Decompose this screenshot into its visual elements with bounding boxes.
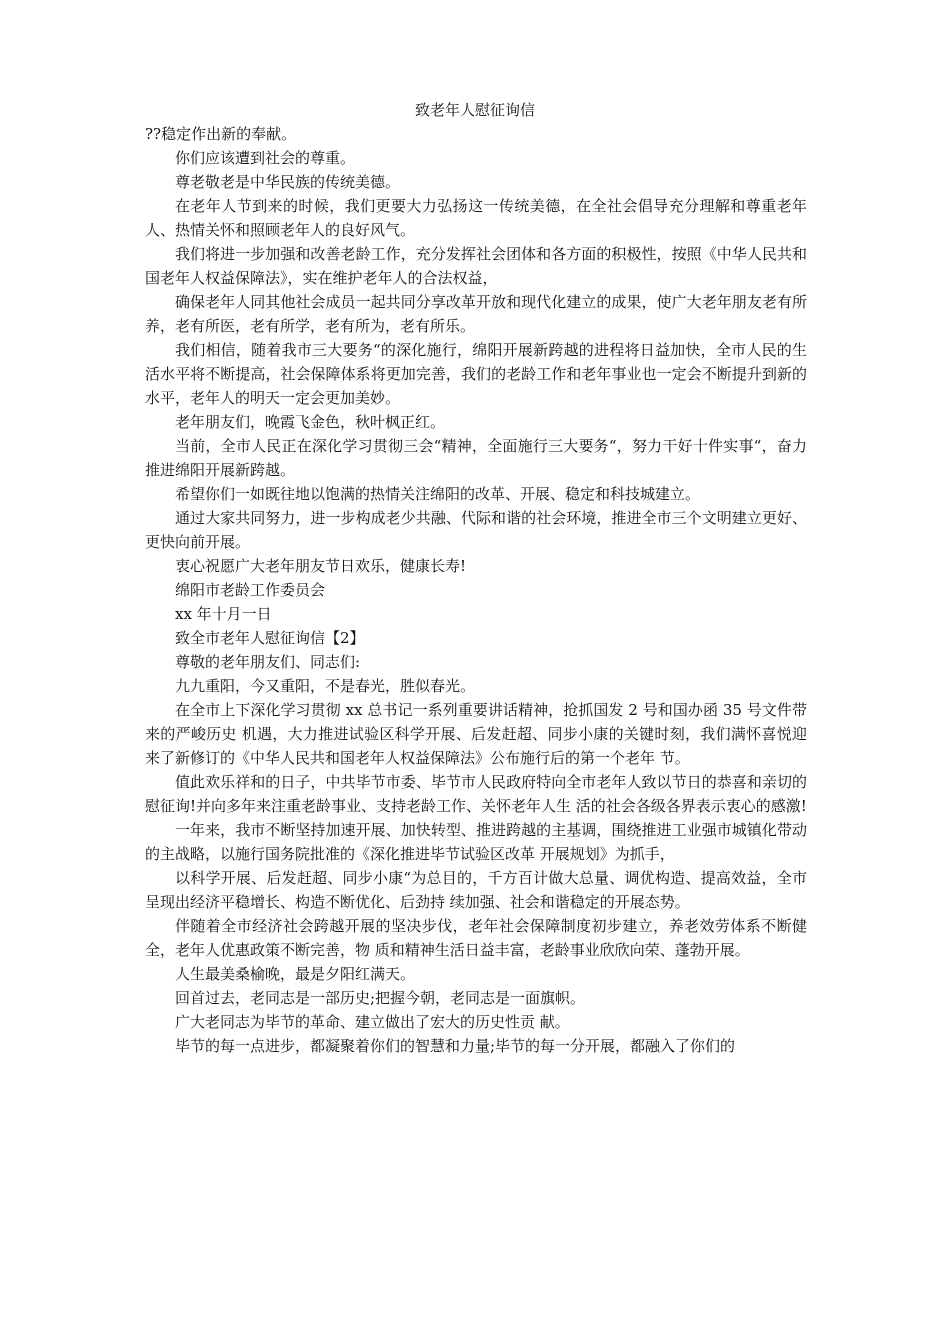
body-paragraph: 尊老敬老是中华民族的传统美德。 bbox=[175, 173, 401, 191]
body-paragraph: 回首过去，老同志是一部历史;把握今朝，老同志是一面旗帜。 bbox=[175, 989, 586, 1007]
body-paragraph: 尊敬的老年朋友们、同志们: bbox=[175, 653, 361, 671]
body-paragraph: 绵阳市老龄工作委员会 bbox=[175, 581, 326, 599]
body-paragraph: 我们相信，随着我市三大要务“的深化施行，绵阳开展新跨越的进程将日益加快，全市人民的生活水平将不断提高，社会保障体系将更加完善，我们的老龄工作和老年事业也一定会不断提升到新的水平，老年人的明天一定会更加美妙。 bbox=[145, 341, 807, 407]
body-paragraph: 在老年人节到来的时候，我们更要大力弘扬这一传统美德，在全社会倡导充分理解和尊重老年人、热情关怀和照顾老年人的良好风气。 bbox=[145, 197, 807, 239]
body-paragraph: 值此欢乐祥和的日子，中共毕节市委、毕节市人民政府特向全市老年人致以节日的恭喜和亲切的慰征询!并向多年来注重老龄事业、支持老龄工作、关怀老年人生 活的社会各级各界表示衷心的感激! bbox=[145, 773, 807, 815]
body-paragraph: 广大老同志为毕节的革命、建立做出了宏大的历史性贡 献。 bbox=[175, 1013, 570, 1031]
body-paragraph: 当前，全市人民正在深化学习贯彻三会“精神，全面施行三大要务“，努力干好十件实事“，奋力推进绵阳开展新跨越。 bbox=[145, 437, 807, 479]
body-paragraph: 九九重阳，今又重阳，不是春光，胜似春光。 bbox=[175, 677, 476, 695]
body-paragraph: 衷心祝愿广大老年朋友节日欢乐，健康长寿! bbox=[175, 557, 467, 575]
body-paragraph: 老年朋友们，晚霞飞金色，秋叶枫正红。 bbox=[175, 413, 446, 431]
body-paragraph: ??稳定作出新的奉献。 bbox=[145, 125, 297, 143]
body-paragraph: 以科学开展、后发赶超、同步小康“为总目的，千方百计做大总量、调优构造、提高效益，全市呈现出经济平稳增长、构造不断优化、后劲持 续加强、社会和谐稳定的开展态势。 bbox=[145, 869, 807, 911]
body-paragraph: 我们将进一步加强和改善老龄工作，充分发挥社会团体和各方面的积极性，按照《中华人民共和国老年人权益保障法》，实在维护老年人的合法权益， bbox=[145, 245, 807, 287]
body-paragraph: 确保老年人同其他社会成员一起共同分享改革开放和现代化建立的成果，使广大老年朋友老有所养，老有所医，老有所学，老有所为，老有所乐。 bbox=[145, 293, 807, 335]
body-paragraph: 毕节的每一点进步，都凝聚着你们的智慧和力量;毕节的每一分开展，都融入了你们的 bbox=[175, 1037, 736, 1055]
body-paragraph: xx 年十月一日 bbox=[175, 605, 272, 623]
body-paragraph: 伴随着全市经济社会跨越开展的坚决步伐，老年社会保障制度初步建立，养老效劳体系不断健全，老年人优惠政策不断完善，物 质和精神生活日益丰富，老龄事业欣欣向荣、蓬勃开展。 bbox=[145, 917, 807, 959]
body-paragraph: 致全市老年人慰征询信【2】 bbox=[175, 629, 365, 647]
document-title: 致老年人慰征询信 bbox=[414, 101, 535, 119]
body-paragraph: 人生最美桑榆晚，最是夕阳红满天。 bbox=[175, 965, 416, 983]
body-paragraph: 在全市上下深化学习贯彻 xx 总书记一系列重要讲话精神，抢抓国发 2 号和国办函 35 号文件带来的严峻历史 机遇，大力推进试验区科学开展、后发赶超、同步小康的关键时刻，我们满怀喜悦迎来了新修订的《中华人民共和国老年人权益保障法》公布施行后的第一个老年 节。 bbox=[145, 701, 807, 767]
document-body bbox=[145, 122, 807, 1058]
body-paragraph: 希望你们一如既往地以饱满的热情关注绵阳的改革、开展、稳定和科技城建立。 bbox=[175, 485, 701, 503]
body-paragraph: 你们应该遭到社会的尊重。 bbox=[175, 149, 356, 167]
body-paragraph: 通过大家共同努力，进一步构成老少共融、代际和谐的社会环境，推进全市三个文明建立更好、更快向前开展。 bbox=[145, 509, 807, 551]
body-paragraph: 一年来，我市不断坚持加速开展、加快转型、推进跨越的主基调，围绕推进工业强市城镇化带动的主战略，以施行国务院批准的《深化推进毕节试验区改革 开展规划》为抓手， bbox=[145, 821, 807, 863]
